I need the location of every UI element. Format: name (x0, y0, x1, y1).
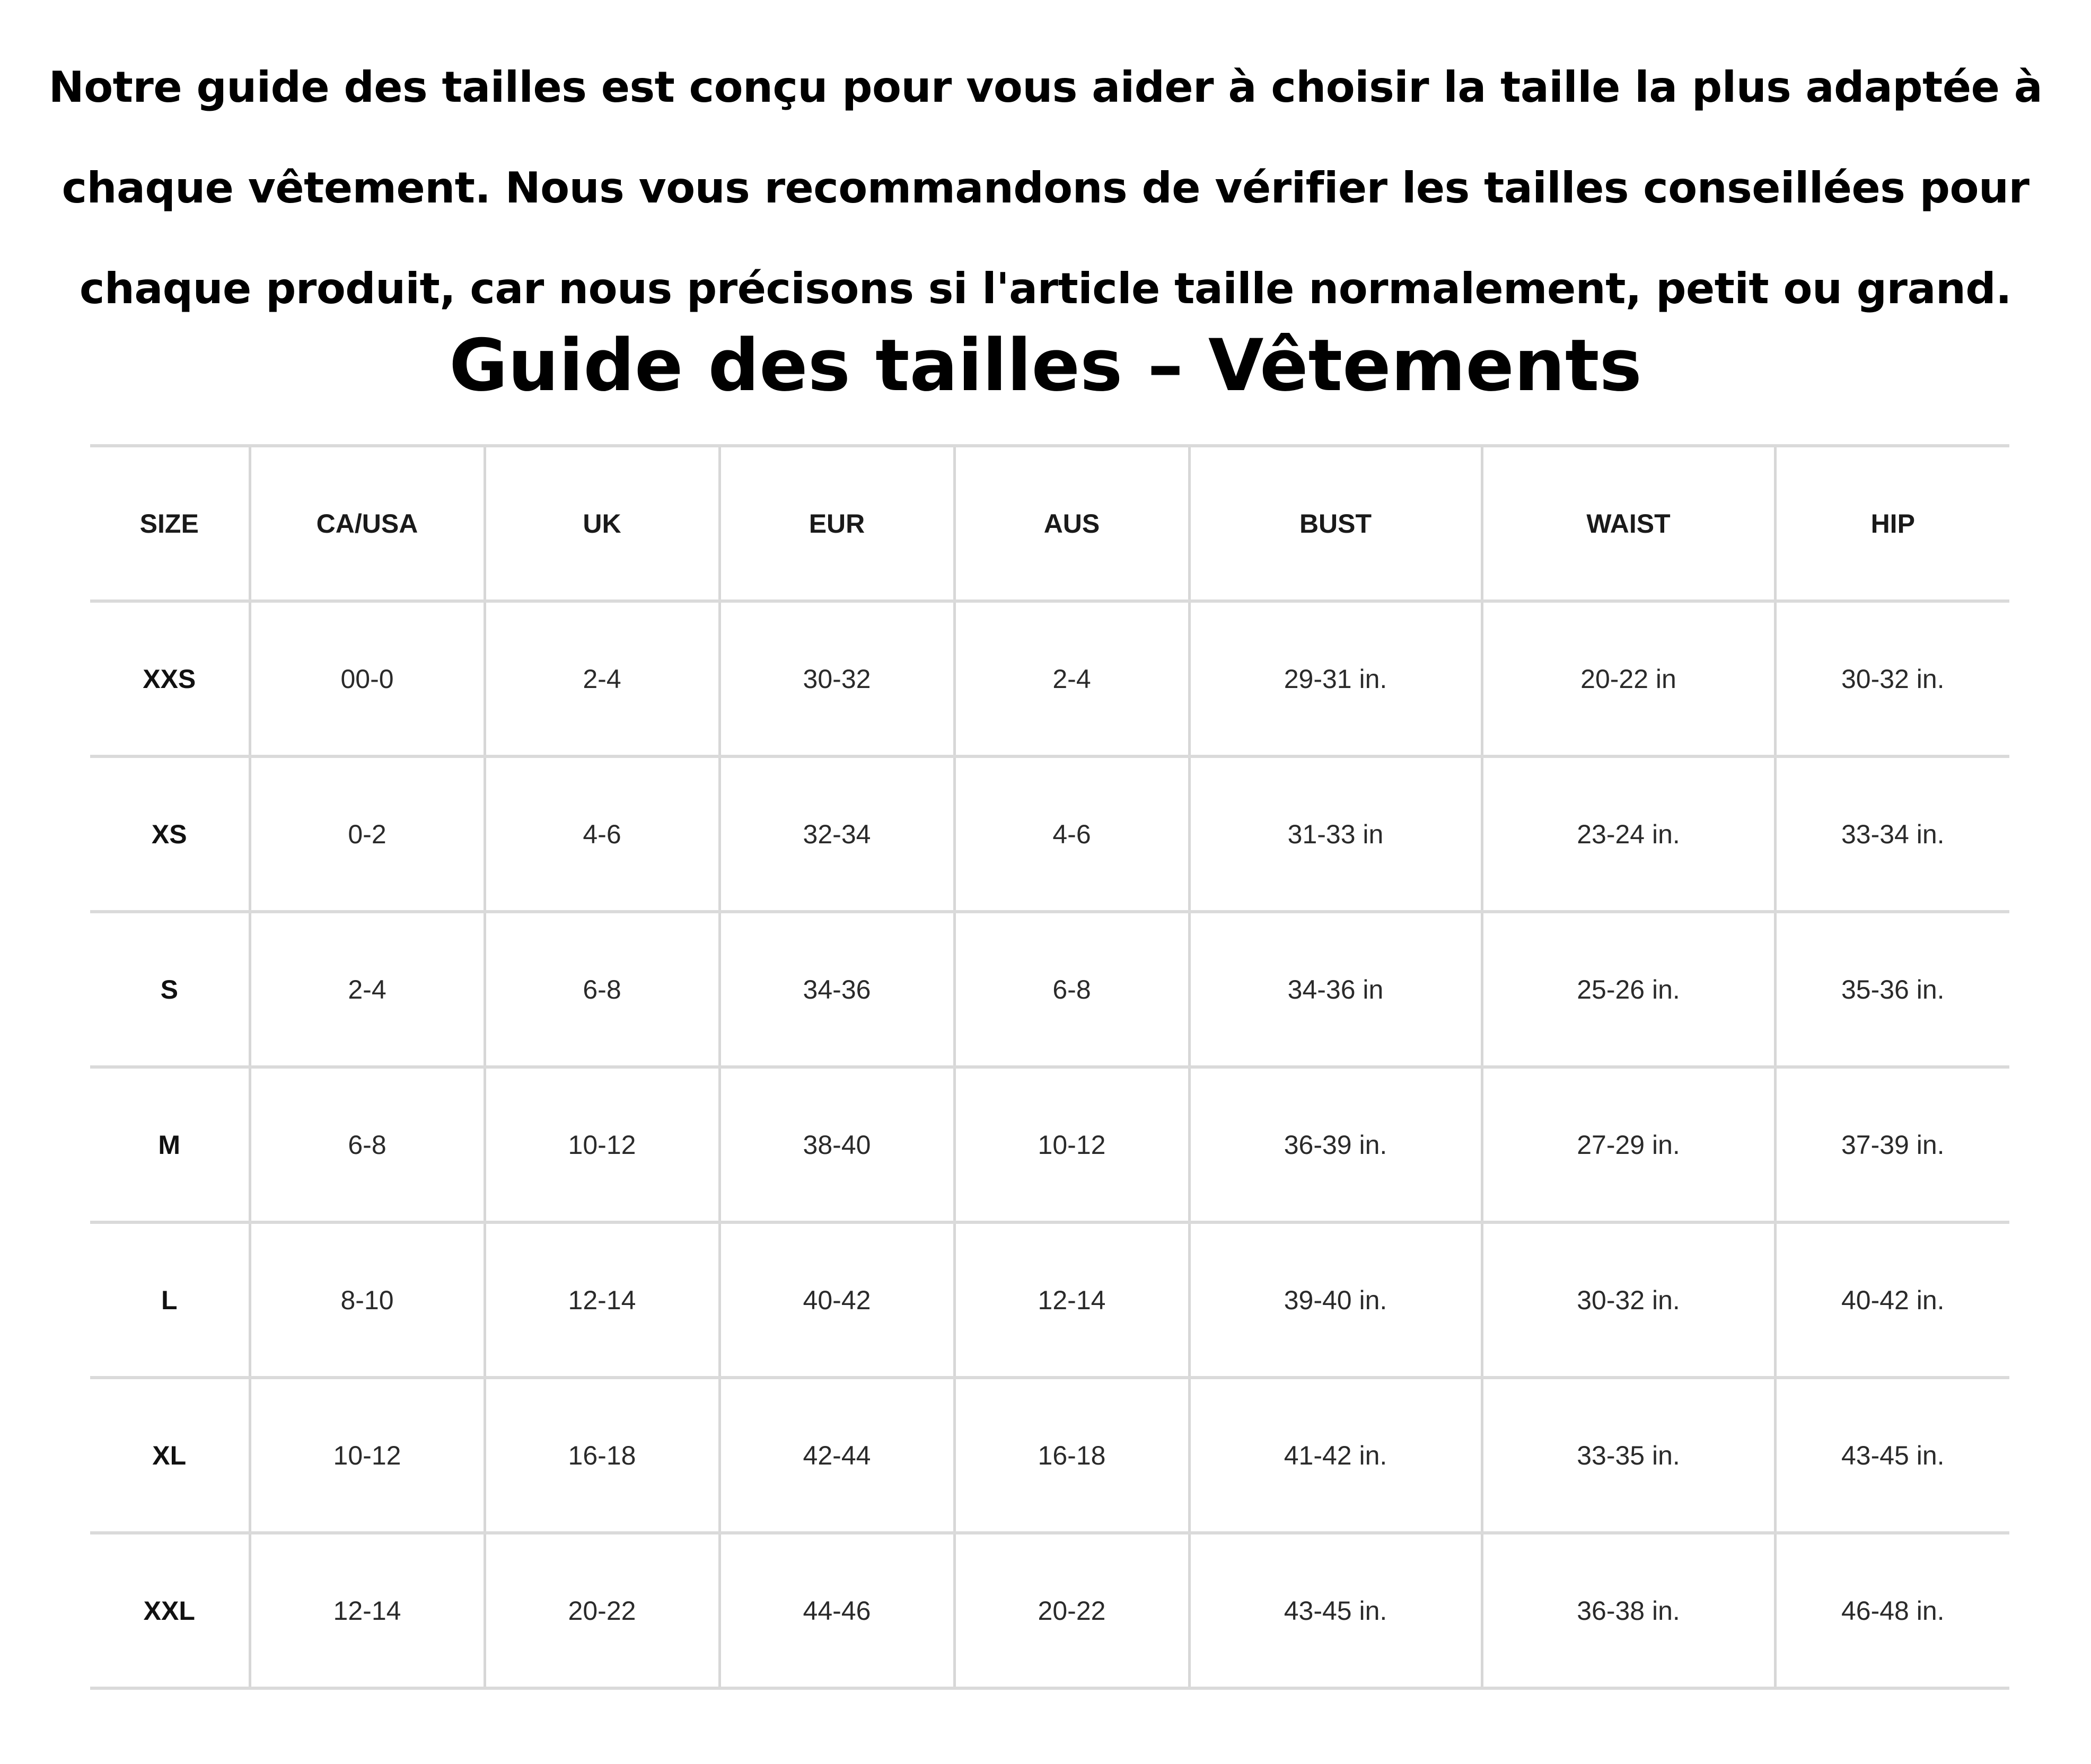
header-bust: BUST (1189, 446, 1482, 601)
cell-bust: 43-45 in. (1189, 1533, 1482, 1688)
cell-hip: 35-36 in. (1775, 912, 2009, 1067)
cell-bust: 39-40 in. (1189, 1222, 1482, 1378)
cell-eur: 40-42 (719, 1222, 954, 1378)
cell-size: M (90, 1067, 250, 1222)
cell-hip: 40-42 in. (1775, 1222, 2009, 1378)
table-header-row (90, 446, 2009, 601)
cell-aus: 16-18 (954, 1378, 1189, 1533)
cell-ca-usa: 0-2 (250, 756, 485, 912)
size-chart-table (90, 444, 2009, 1690)
cell-waist: 23-24 in. (1482, 756, 1775, 912)
cell-uk: 16-18 (485, 1378, 719, 1533)
cell-bust: 29-31 in. (1189, 601, 1482, 756)
cell-uk: 20-22 (485, 1533, 719, 1688)
table-row (90, 1533, 2009, 1688)
cell-eur: 44-46 (719, 1533, 954, 1688)
cell-uk: 4-6 (485, 756, 719, 912)
intro-line-1: Notre guide des tailles est conçu pour vous aider à choisir la taille la plus adaptée à (48, 63, 2043, 112)
intro-line-3: chaque produit, car nous précisons si l'article taille normalement, petit ou grand. (79, 264, 2012, 313)
cell-waist: 25-26 in. (1482, 912, 1775, 1067)
cell-waist: 33-35 in. (1482, 1378, 1775, 1533)
cell-size: XS (90, 756, 250, 912)
cell-aus: 6-8 (954, 912, 1189, 1067)
cell-ca-usa: 00-0 (250, 601, 485, 756)
cell-hip: 37-39 in. (1775, 1067, 2009, 1222)
cell-size: L (90, 1222, 250, 1378)
cell-bust: 41-42 in. (1189, 1378, 1482, 1533)
header-eur: EUR (719, 446, 954, 601)
cell-eur: 30-32 (719, 601, 954, 756)
cell-waist: 20-22 in (1482, 601, 1775, 756)
intro-text (32, 37, 2059, 339)
table-row (90, 601, 2009, 756)
cell-hip: 43-45 in. (1775, 1378, 2009, 1533)
cell-ca-usa: 10-12 (250, 1378, 485, 1533)
cell-bust: 34-36 in (1189, 912, 1482, 1067)
cell-ca-usa: 12-14 (250, 1533, 485, 1688)
header-hip: HIP (1775, 446, 2009, 601)
cell-uk: 2-4 (485, 601, 719, 756)
cell-size: XL (90, 1378, 250, 1533)
cell-waist: 27-29 in. (1482, 1067, 1775, 1222)
cell-ca-usa: 6-8 (250, 1067, 485, 1222)
cell-size: S (90, 912, 250, 1067)
cell-waist: 36-38 in. (1482, 1533, 1775, 1688)
table-row (90, 1378, 2009, 1533)
cell-aus: 12-14 (954, 1222, 1189, 1378)
page-title: Guide des tailles – Vêtements (449, 324, 1642, 407)
cell-bust: 36-39 in. (1189, 1067, 1482, 1222)
cell-waist: 30-32 in. (1482, 1222, 1775, 1378)
cell-ca-usa: 2-4 (250, 912, 485, 1067)
cell-ca-usa: 8-10 (250, 1222, 485, 1378)
header-ca-usa: CA/USA (250, 446, 485, 601)
cell-hip: 33-34 in. (1775, 756, 2009, 912)
cell-eur: 38-40 (719, 1067, 954, 1222)
table-row (90, 1222, 2009, 1378)
cell-uk: 12-14 (485, 1222, 719, 1378)
cell-size: XXS (90, 601, 250, 756)
cell-uk: 6-8 (485, 912, 719, 1067)
cell-aus: 20-22 (954, 1533, 1189, 1688)
table-row (90, 756, 2009, 912)
cell-size: XXL (90, 1533, 250, 1688)
cell-aus: 4-6 (954, 756, 1189, 912)
cell-aus: 10-12 (954, 1067, 1189, 1222)
cell-hip: 46-48 in. (1775, 1533, 2009, 1688)
intro-line-2: chaque vêtement. Nous vous recommandons de vérifier les tailles conseillées pour (62, 163, 2030, 213)
cell-hip: 30-32 in. (1775, 601, 2009, 756)
header-uk: UK (485, 446, 719, 601)
cell-bust: 31-33 in (1189, 756, 1482, 912)
header-aus: AUS (954, 446, 1189, 601)
cell-eur: 32-34 (719, 756, 954, 912)
cell-eur: 34-36 (719, 912, 954, 1067)
cell-aus: 2-4 (954, 601, 1189, 756)
cell-uk: 10-12 (485, 1067, 719, 1222)
cell-eur: 42-44 (719, 1378, 954, 1533)
header-size: SIZE (90, 446, 250, 601)
header-waist: WAIST (1482, 446, 1775, 601)
table-row (90, 912, 2009, 1067)
table-row (90, 1067, 2009, 1222)
